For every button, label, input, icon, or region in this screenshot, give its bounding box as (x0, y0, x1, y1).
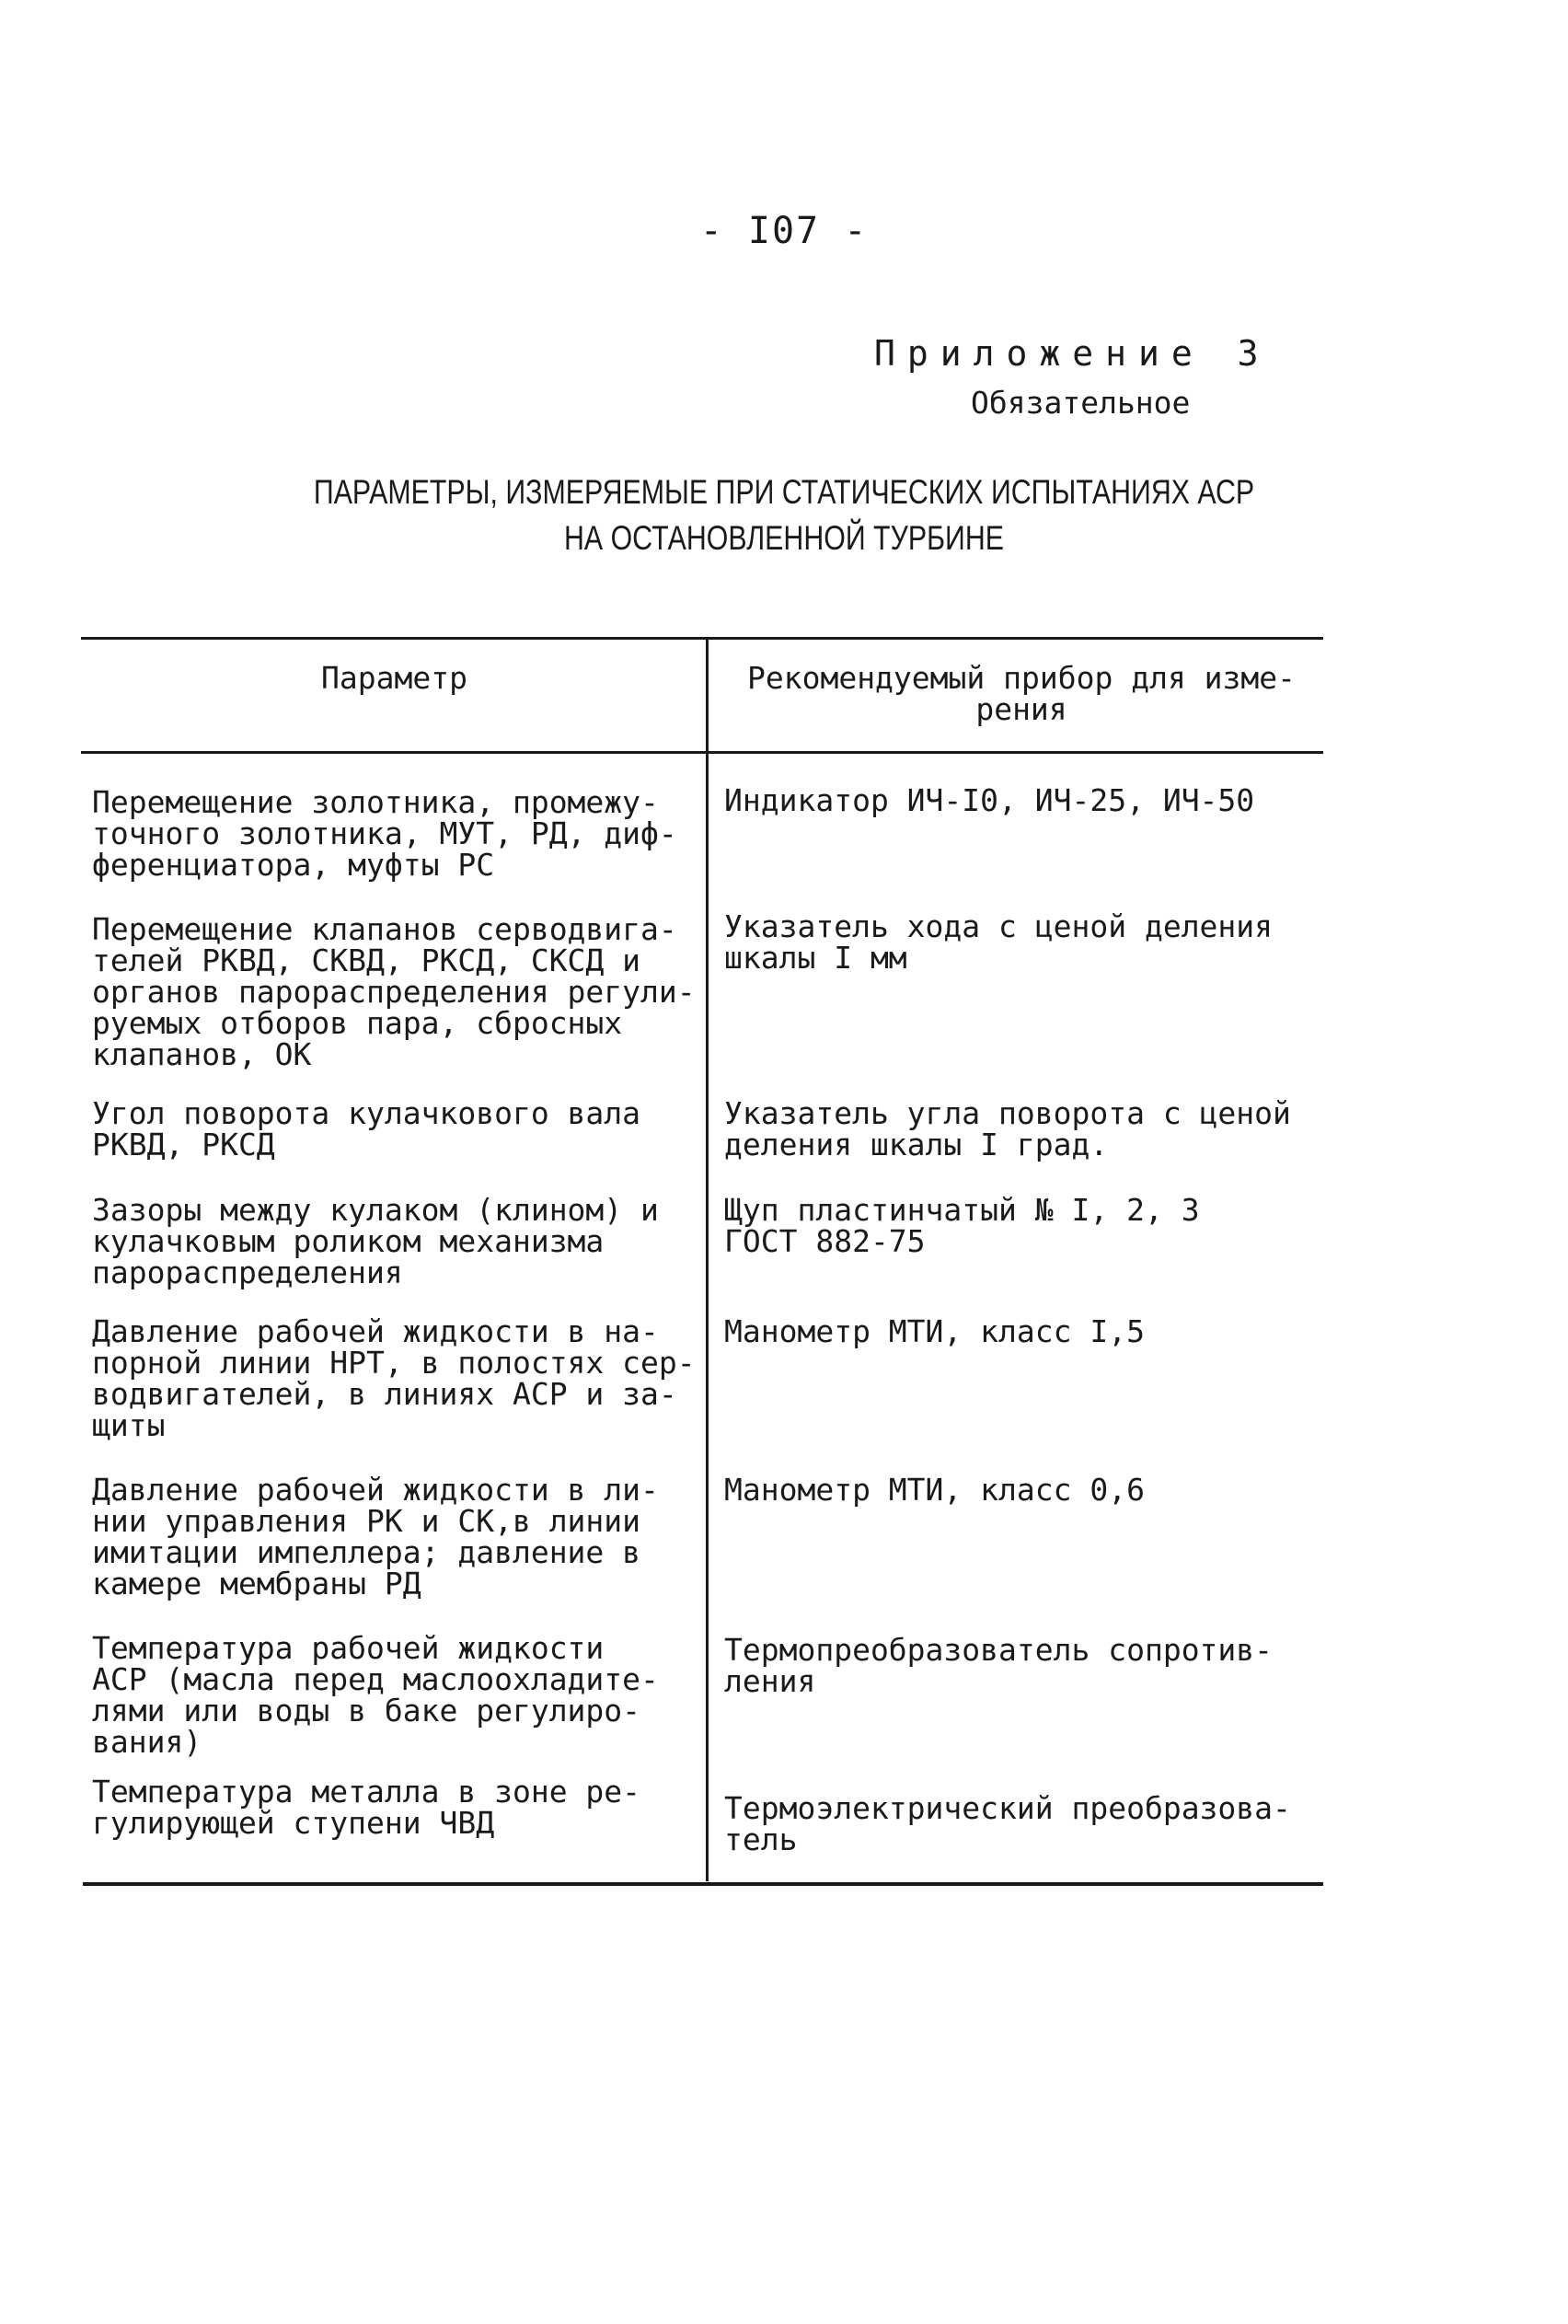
document-title (141, 469, 1426, 561)
row-3-device: Указатель угла поворота с ценой деления шкалы I град. (724, 1095, 1291, 1162)
column-header-device: Рекомендуемый прибор для изме- рения (746, 660, 1297, 727)
row-6-parameter: Давление рабочей жидкости в ли- нии управления РК и СК,в линии имитации импеллера; давление в камере мембраны РД (92, 1472, 659, 1601)
row-6-device: Манометр МТИ, класс 0,6 (724, 1472, 1145, 1508)
row-4-device: Щуп пластинчатый № I, 2, 3 ГОСТ 882-75 (724, 1192, 1200, 1259)
row-3-parameter: Угол поворота кулачкового вала РКВД, РКСД (92, 1095, 641, 1162)
row-5-device: Манометр МТИ, класс I,5 (724, 1313, 1145, 1349)
table-bottom-rule (83, 1882, 1323, 1886)
row-7-parameter: Температура рабочей жидкости АСР (масла перед маслоохладите- лями или воды в баке регулиро- вания) (92, 1630, 659, 1760)
row-2-parameter: Перемещение клапанов серводвига- телей РКВД, СКВД, РКСД, СКСД и органов парораспределения регули- руемых отборов пара, сбросных клапанов, ОК (92, 911, 696, 1072)
row-8-parameter: Температура металла в зоне ре- гулирующей ступени ЧВД (92, 1774, 641, 1841)
table-column-divider (706, 639, 709, 1881)
document-title-line-1: ПАРАМЕТРЫ, ИЗМЕРЯЕМЫЕ ПРИ СТАТИЧЕСКИХ ИСПЫТАНИЯХ АСР (313, 473, 1255, 511)
row-5-parameter: Давление рабочей жидкости в на- порной линии НРТ, в полостях сер- водвигателей, в линиях АСР и за- щиты (92, 1313, 696, 1443)
column-header-parameter: Параметр (321, 660, 467, 696)
row-2-device: Указатель хода с ценой деления шкалы I мм (724, 908, 1274, 976)
document-title-line-2: НА ОСТАНОВЛЕННОЙ ТУРБИНЕ (564, 519, 1004, 557)
table-top-rule (81, 637, 1323, 640)
appendix-label: Приложение 3 (874, 333, 1271, 374)
row-1-device: Индикатор ИЧ-I0, ИЧ-25, ИЧ-50 (724, 782, 1255, 818)
row-8-device: Термоэлектрический преобразова- тель (724, 1790, 1291, 1857)
table-header-rule (81, 751, 1323, 754)
page-number: - I07 - (699, 210, 869, 252)
row-4-parameter: Зазоры между кулаком (клином) и кулачковым роликом механизма парораспределения (92, 1192, 659, 1290)
row-1-parameter: Перемещение золотника, промежу- точного золотника, МУТ, РД, диф- ференциатора, муфты РС (92, 784, 677, 883)
appendix-status: Обязательное (971, 385, 1191, 421)
row-7-device: Термопреобразователь сопротив- ления (724, 1632, 1274, 1699)
